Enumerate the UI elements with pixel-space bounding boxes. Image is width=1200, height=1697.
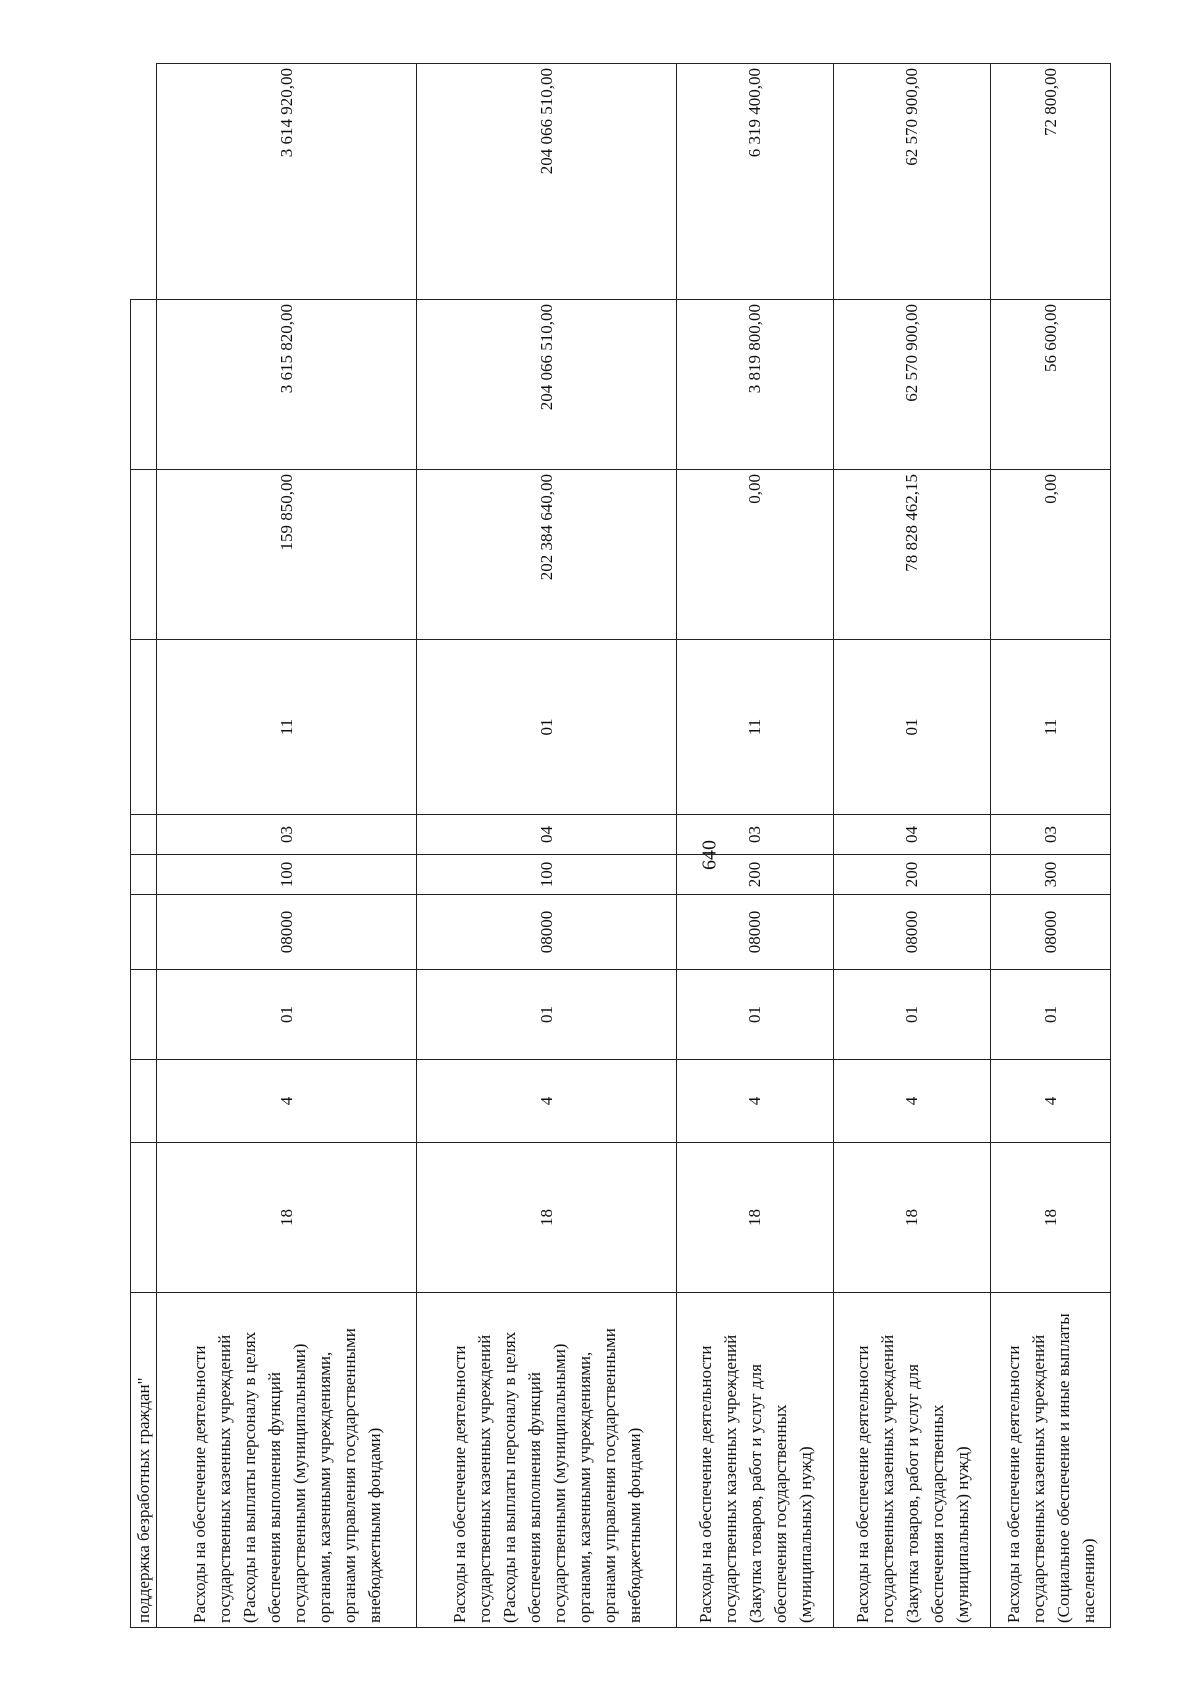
table-header-row <box>131 64 157 1628</box>
expense-name: Расходы на обеспечение деятельности государственных казенных учреждений (Закупка товаров, работ и услуг для обеспечения государственных (муниципальных) нужд) <box>834 1293 991 1628</box>
section-cell: 04 <box>834 815 991 855</box>
target-cell: 08000 <box>991 895 1111 970</box>
code-cell: 18 <box>991 1143 1111 1293</box>
amount-cell-1: 0,00 <box>991 470 1111 640</box>
amount-cell-1: 159 850,00 <box>157 470 417 640</box>
empty-cell <box>131 895 157 970</box>
subprogram-cell: 01 <box>834 970 991 1060</box>
amount-cell-2: 56 600,00 <box>991 300 1111 470</box>
sector-cell: 4 <box>991 1060 1111 1143</box>
amount-cell-1: 0,00 <box>677 470 834 640</box>
sector-cell: 4 <box>417 1060 677 1143</box>
section-cell: 03 <box>991 815 1111 855</box>
empty-cell <box>131 1143 157 1293</box>
subprogram-cell: 01 <box>677 970 834 1060</box>
expense-name: Расходы на обеспечение деятельности государственных казенных учреждений (Социальное обеспечение и иные выплаты населению) <box>991 1293 1111 1628</box>
subsection-cell: 01 <box>417 640 677 815</box>
amount-cell-3: 3 614 920,00 <box>157 64 417 300</box>
table-row <box>417 64 677 1628</box>
target-cell: 08000 <box>677 895 834 970</box>
amount-cell-3: 72 800,00 <box>991 64 1111 300</box>
empty-cell <box>131 300 157 470</box>
amount-cell-2: 62 570 900,00 <box>834 300 991 470</box>
target-cell: 08000 <box>834 895 991 970</box>
empty-cell <box>131 815 157 855</box>
empty-cell <box>131 470 157 640</box>
section-cell: 04 <box>417 815 677 855</box>
page-number: 640 <box>698 840 721 870</box>
table-row <box>157 64 417 1628</box>
subsection-cell: 11 <box>157 640 417 815</box>
empty-cell <box>131 1060 157 1143</box>
code-cell: 18 <box>157 1143 417 1293</box>
code-cell: 18 <box>834 1143 991 1293</box>
amount-cell-1: 202 384 640,00 <box>417 470 677 640</box>
expense-type-cell: 200 <box>834 855 991 895</box>
empty-cell <box>131 640 157 815</box>
expense-type-cell: 300 <box>991 855 1111 895</box>
amount-cell-1: 78 828 462,15 <box>834 470 991 640</box>
empty-cell <box>131 970 157 1060</box>
sector-cell: 4 <box>677 1060 834 1143</box>
subsection-cell: 11 <box>991 640 1111 815</box>
sector-cell: 4 <box>834 1060 991 1143</box>
header-cell: поддержка безработных граждан" <box>131 1293 157 1628</box>
amount-cell-2: 3 819 800,00 <box>677 300 834 470</box>
empty-cell <box>131 855 157 895</box>
section-cell: 03 <box>157 815 417 855</box>
section-cell: 03 <box>677 815 834 855</box>
amount-cell-3: 6 319 400,00 <box>677 64 834 300</box>
expense-type-cell: 200 <box>677 855 834 895</box>
table-row <box>834 64 991 1628</box>
code-cell: 18 <box>417 1143 677 1293</box>
expense-type-cell: 100 <box>157 855 417 895</box>
rotated-table-wrapper <box>130 63 1098 1628</box>
subprogram-cell: 01 <box>417 970 677 1060</box>
amount-cell-3: 204 066 510,00 <box>417 64 677 300</box>
expense-name: Расходы на обеспечение деятельности государственных казенных учреждений (Расходы на выплаты персоналу в целях обеспечения выполнения функций государственными (муниципальными) органами, казенными учреждениями, органами управления государственными внебюджетными фондами) <box>157 1293 417 1628</box>
sector-cell: 4 <box>157 1060 417 1143</box>
target-cell: 08000 <box>157 895 417 970</box>
expense-name: Расходы на обеспечение деятельности государственных казенных учреждений (Расходы на выплаты персоналу в целях обеспечения выполнения функций государственными (муниципальными) органами, казенными учреждениями, органами управления государственными внебюджетными фондами) <box>417 1293 677 1628</box>
subsection-cell: 11 <box>677 640 834 815</box>
table-row <box>677 64 834 1628</box>
code-cell: 18 <box>677 1143 834 1293</box>
amount-cell-2: 204 066 510,00 <box>417 300 677 470</box>
table-row <box>991 64 1111 1628</box>
expense-type-cell: 100 <box>417 855 677 895</box>
expense-name: Расходы на обеспечение деятельности государственных казенных учреждений (Закупка товаров, работ и услуг для обеспечения государственных (муниципальных) нужд) <box>677 1293 834 1628</box>
amount-cell-3: 62 570 900,00 <box>834 64 991 300</box>
budget-table <box>130 63 1111 1628</box>
subprogram-cell: 01 <box>991 970 1111 1060</box>
subsection-cell: 01 <box>834 640 991 815</box>
target-cell: 08000 <box>417 895 677 970</box>
subprogram-cell: 01 <box>157 970 417 1060</box>
amount-cell-2: 3 615 820,00 <box>157 300 417 470</box>
